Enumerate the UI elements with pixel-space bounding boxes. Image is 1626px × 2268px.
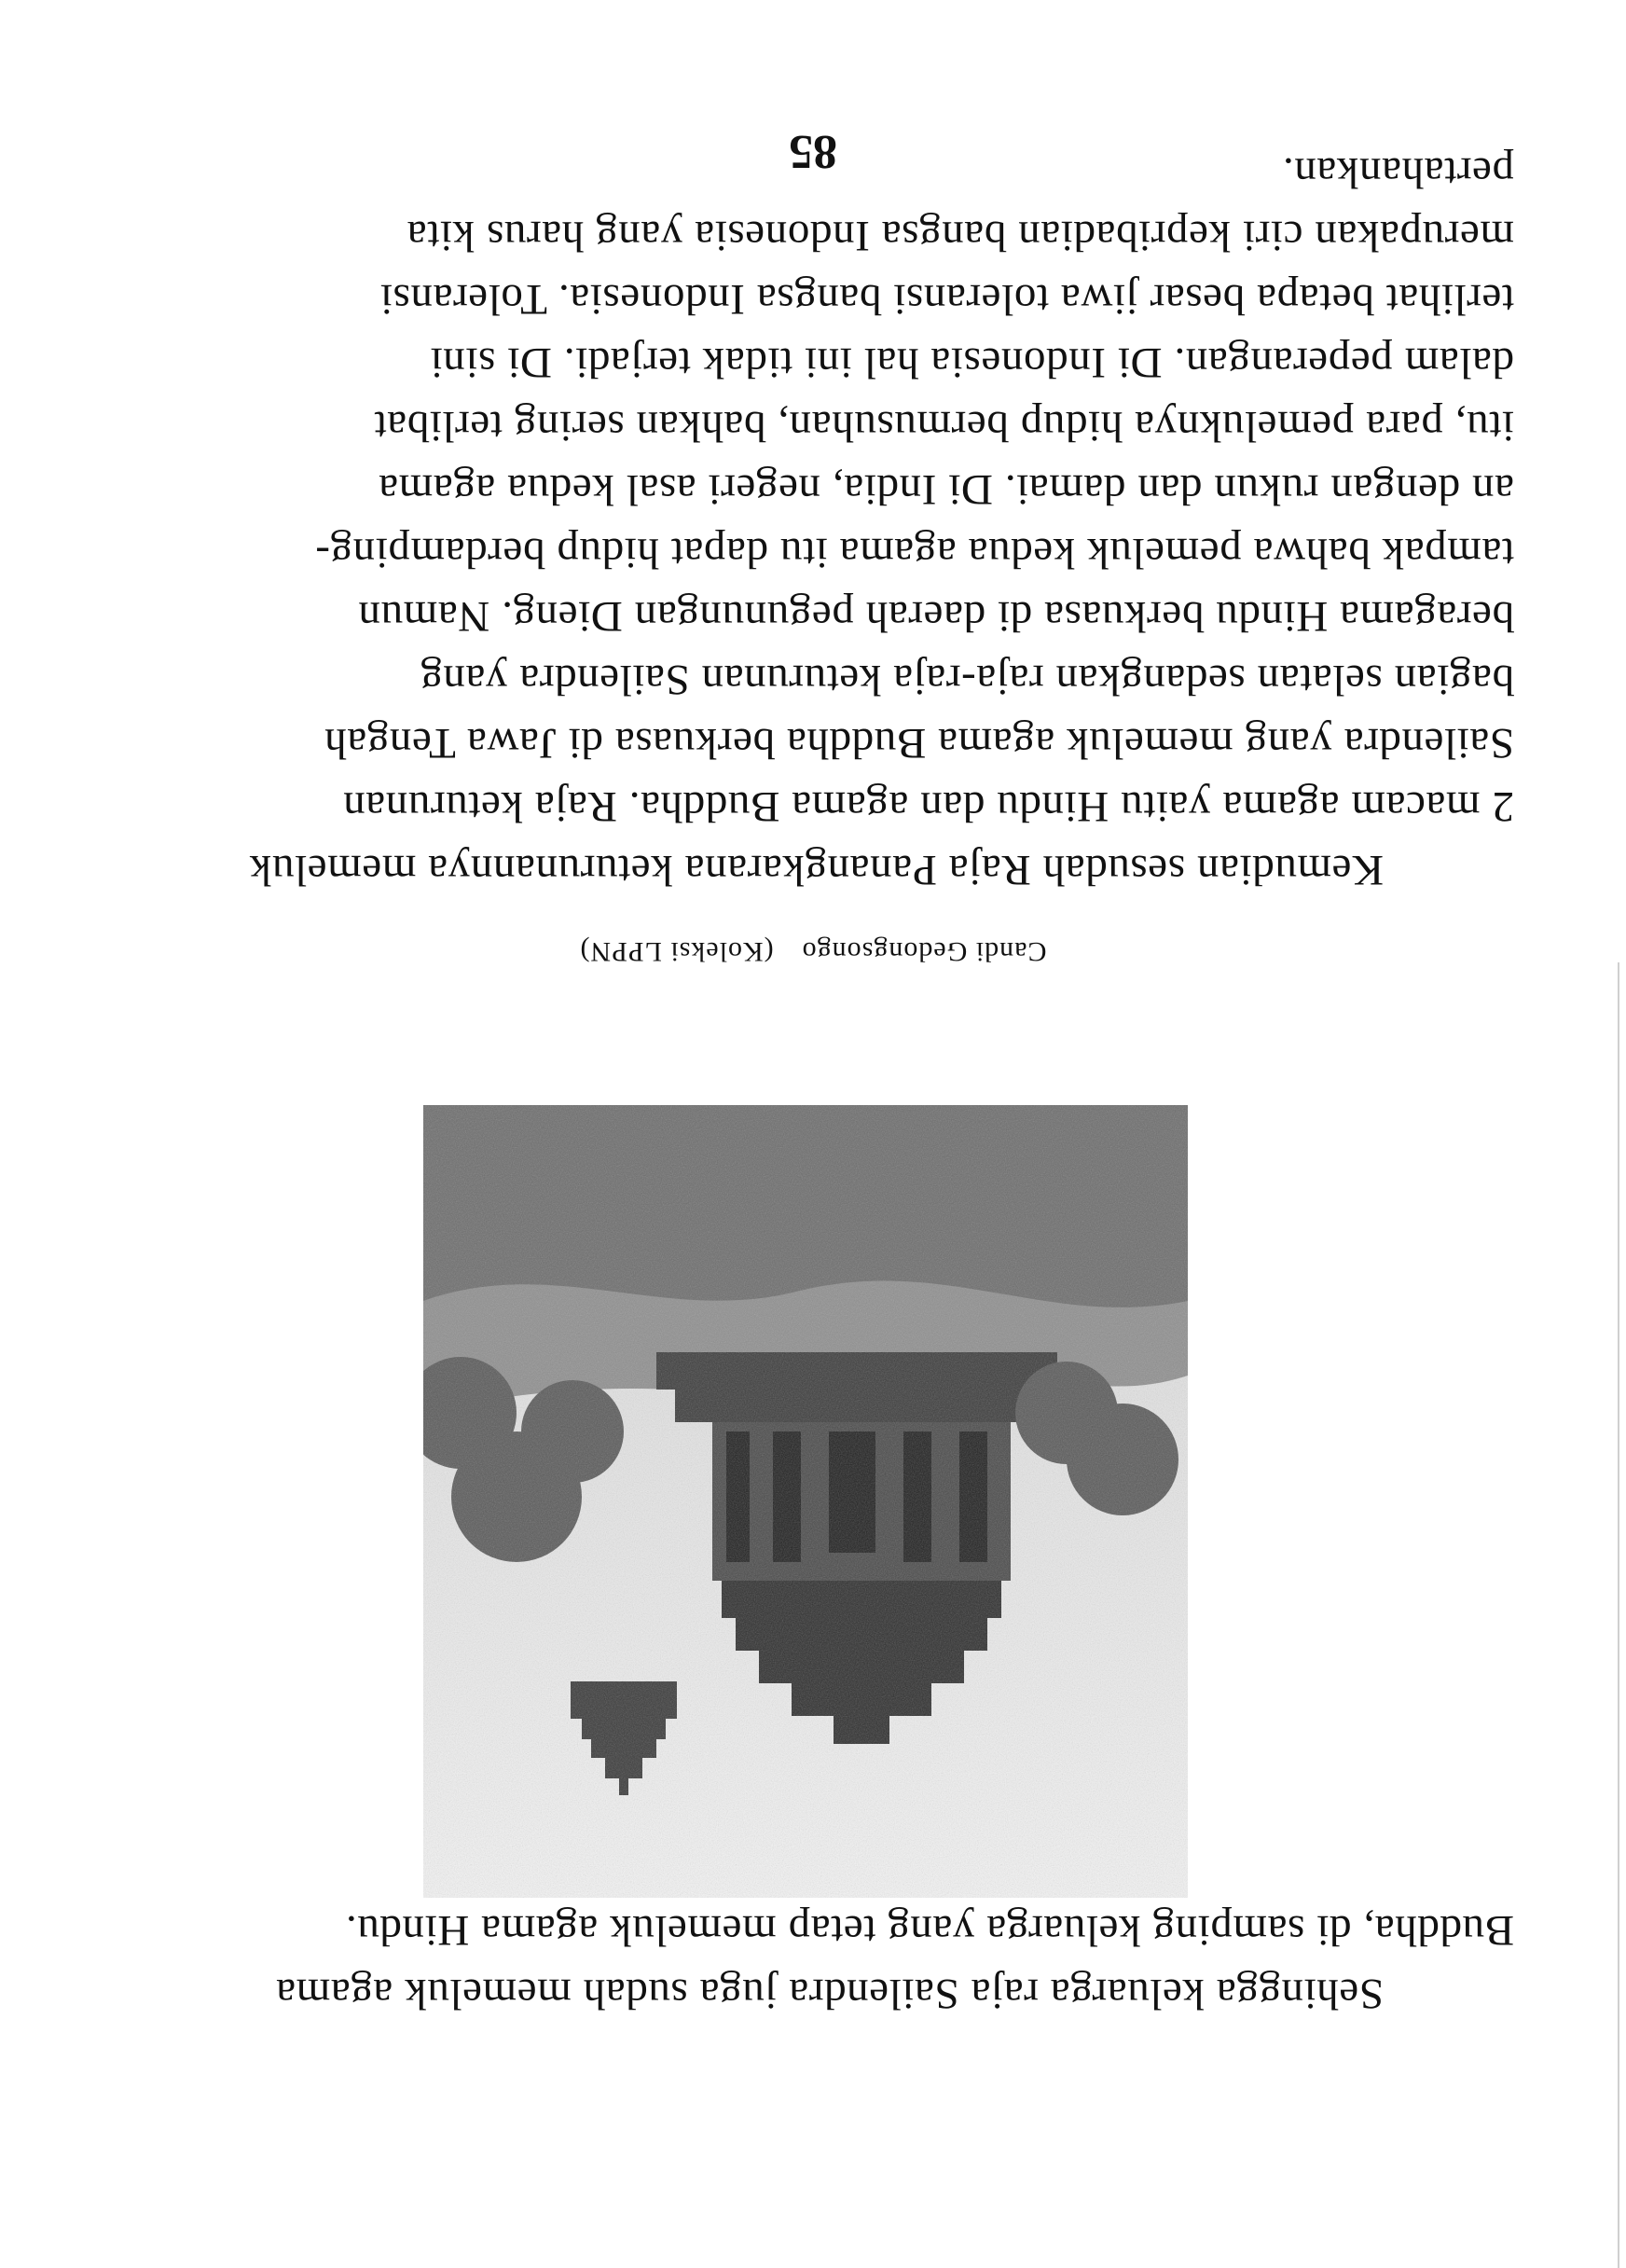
paragraph-main — [134, 141, 1514, 902]
paragraph-line: Kemudian sesudah Raja Panangkarana keturunannya memeluk — [249, 846, 1384, 894]
temple-photo — [423, 1105, 1188, 1898]
paragraph-line: terlihat betapa besar jiwa toleransi bangsa Indonesia. Toleransi — [379, 275, 1514, 324]
paragraph-line: 2 macam agama yaitu Hindu dan agama Buddha. Raja keturunan — [342, 782, 1514, 831]
paragraph-line: tampak bahwa pemeluk kedua agama itu dapat hidup berdamping- — [314, 529, 1514, 577]
paragraph-line: Sailendra yang memeluk agama Buddha berkuasa di Jawa Tengah — [324, 719, 1514, 768]
paragraph-line: dalam peperangan. Di Indonesia hal ini tidak terjadi. Di sini — [430, 339, 1514, 387]
paragraph-line: pertahankan. — [1282, 148, 1514, 197]
paragraph-line: itu, para pemeluknya hidup bermusuhan, bahkan sering terlibat — [373, 402, 1514, 450]
paragraph-line: Buddha, di samping keluarga yang tetap memeluk agama Hindu. — [345, 1906, 1514, 1955]
paragraph-line: beragama Hindu berkuasa di daerah pegunungan Dieng. Namun — [357, 592, 1514, 641]
caption-source: (Koleksi LPPN) — [579, 936, 774, 967]
temple-photo-icon — [423, 1105, 1188, 1898]
paragraph-top — [134, 1899, 1514, 2026]
paragraph-line: Sehingga keluarga raja Sailendra juga sudah memeluk agama — [275, 1970, 1384, 2018]
paragraph-line: merupakan ciri kepribadian bangsa Indonesia yang harus kita — [406, 212, 1514, 260]
caption-title: Candi Gedongsongo — [801, 936, 1047, 967]
scan-margin-line — [1618, 962, 1619, 2268]
paragraph-line: bagian selatan sedangkan raja-raja keturunan Sailendra yang — [420, 656, 1514, 704]
page-number: 85 — [789, 125, 837, 178]
figure-caption — [0, 935, 1626, 967]
paragraph-line: an dengan rukun dan damai. Di India, negeri asal kedua agama — [378, 465, 1514, 514]
